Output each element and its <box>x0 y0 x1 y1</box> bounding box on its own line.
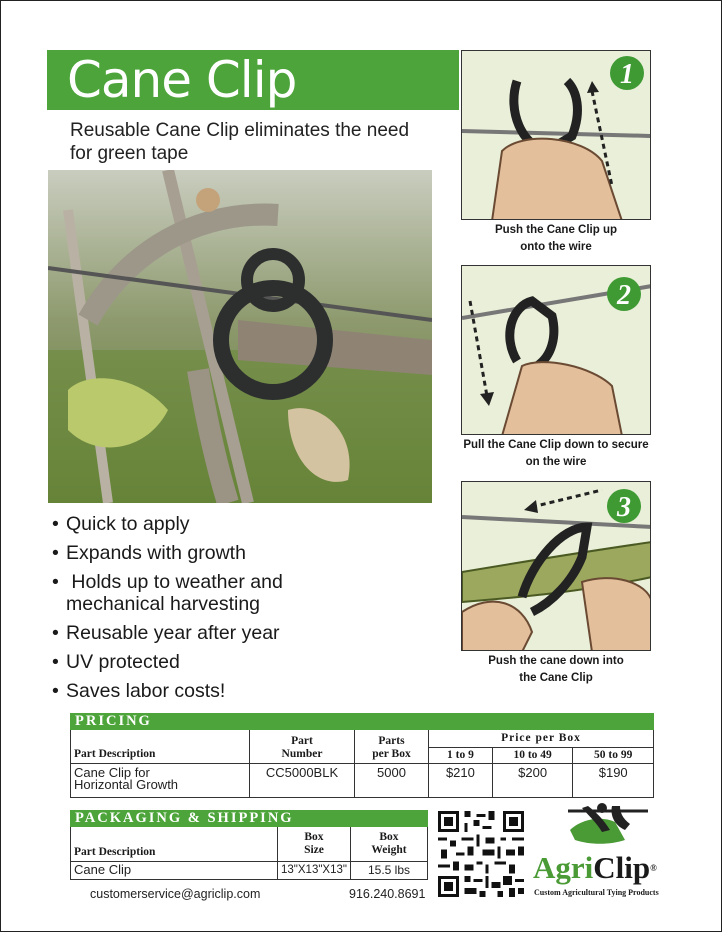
col-parts-per-box: Parts per Box <box>355 730 429 763</box>
row-box-size: 13"X13"X13" <box>278 861 351 879</box>
step-1 <box>461 50 651 256</box>
shipping-section <box>70 810 428 880</box>
row-price-tier-2: $200 <box>492 763 573 797</box>
col-part-description: Part Description <box>71 730 250 763</box>
pricing-heading: PRICING <box>70 713 654 730</box>
tier-2: 10 to 49 <box>492 747 573 763</box>
row-box-weight: 15.5 lbs <box>350 861 427 879</box>
list-item: • UV protected <box>52 651 180 673</box>
feature-list <box>52 513 432 709</box>
step-2 <box>461 265 651 471</box>
step-2-illustration <box>461 265 651 435</box>
list-item: • Saves labor costs! <box>52 680 226 702</box>
row-part-number: CC5000BLK <box>250 763 355 797</box>
list-item: • Expands with growth <box>52 542 246 564</box>
step-3-number: 3 <box>617 492 631 523</box>
step-1-illustration <box>461 50 651 220</box>
col-box-weight: Box Weight <box>350 827 427 861</box>
row-parts-per-box: 5000 <box>355 763 429 797</box>
row-description: Cane Clip <box>71 861 278 879</box>
table-row <box>71 861 428 879</box>
qr-code <box>438 811 524 897</box>
step-2-number: 2 <box>617 280 631 311</box>
list-item: • Quick to apply <box>52 513 190 535</box>
phone-text: 916.240.8691 <box>349 887 426 901</box>
tier-1: 1 to 9 <box>429 747 493 763</box>
list-item: • Reusable year after year <box>52 622 280 644</box>
row-description: Cane Clip for Horizontal Growth <box>71 763 250 797</box>
col-price-per-box: Price per Box <box>429 730 654 747</box>
row-price-tier-3: $190 <box>573 763 654 797</box>
shipping-heading: PACKAGING & SHIPPING INFORMATION <box>70 810 428 827</box>
step-3 <box>461 481 651 687</box>
email-text: customerservice@agriclip.com <box>90 887 261 901</box>
col-box-size: Box Size <box>278 827 351 861</box>
pricing-section <box>70 713 654 798</box>
step-1-number: 1 <box>620 59 634 90</box>
col-part-description: Part Description <box>71 827 278 861</box>
step-2-caption: Pull the Cane Clip down to secure on the wire <box>463 439 649 468</box>
agriclip-logo-text: AgriClip® <box>533 850 657 885</box>
pricing-table <box>70 730 654 798</box>
table-row <box>71 763 654 797</box>
page-title: Cane Clip <box>47 50 459 110</box>
step-1-caption: Push the Cane Clip up onto the wire <box>494 224 618 253</box>
step-3-illustration <box>461 481 651 651</box>
logo-tagline: Custom Agricultural Tying Products <box>534 888 659 897</box>
tier-3: 50 to 99 <box>573 747 654 763</box>
cane-clip-photo <box>48 170 432 503</box>
row-price-tier-1: $210 <box>429 763 493 797</box>
list-item: • Holds up to weather and mechanical harvesting <box>52 571 289 615</box>
subtitle: Reusable Cane Clip eliminates the need for green tape <box>70 120 410 164</box>
step-3-caption: Push the cane down into the Cane Clip <box>488 655 624 684</box>
col-part-number: Part Number <box>250 730 355 763</box>
